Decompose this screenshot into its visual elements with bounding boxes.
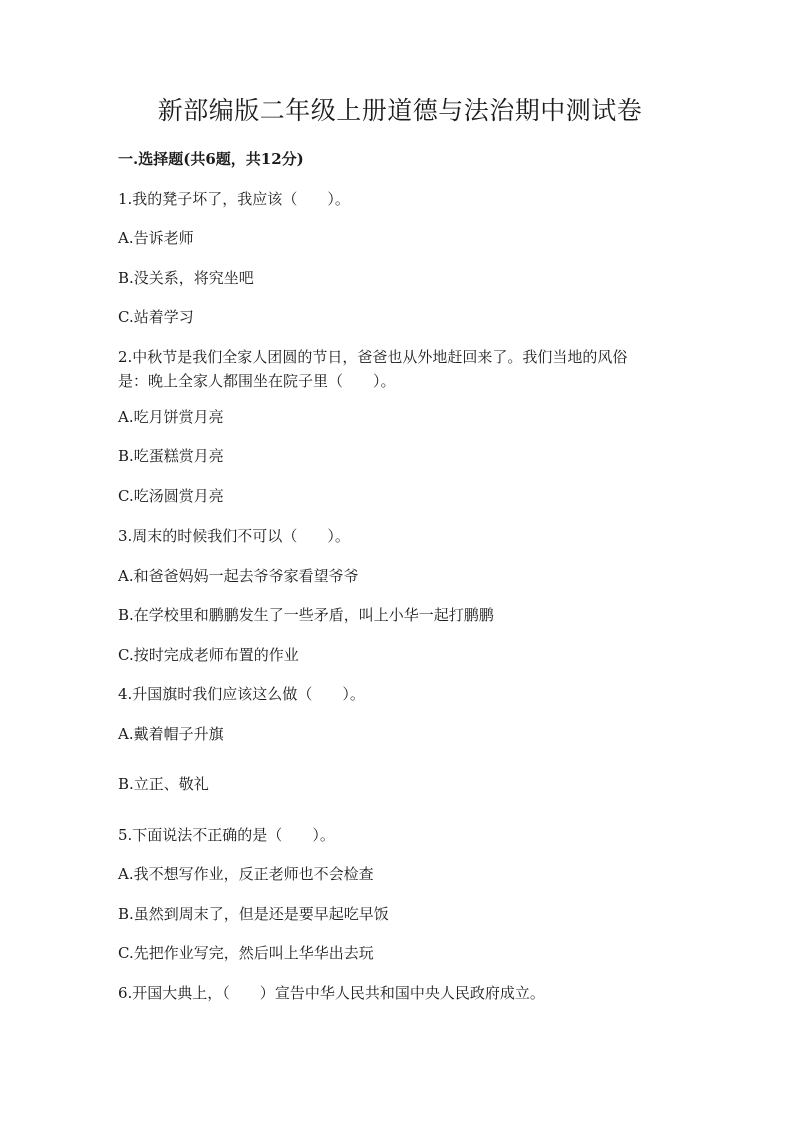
question-3-option-a: A.和爸爸妈妈一起去爷爷家看望爷爷 [118,567,359,585]
question-5-option-b: B.虽然到周末了，但是还是要早起吃早饭 [118,905,389,923]
question-1-stem: 1.我的凳子坏了，我应该（ ）。 [118,190,350,208]
question-6-stem: 6.开国大典上，（ ）宣告中华人民共和国中央人民政府成立。 [118,984,545,1002]
question-5-stem: 5.下面说法不正确的是（ ）。 [118,826,335,844]
question-3-stem: 3.周末的时候我们不可以（ ）。 [118,527,350,545]
question-4-stem: 4.升国旗时我们应该这么做（ ）。 [118,685,365,703]
question-3-option-c: C.按时完成老师布置的作业 [118,646,299,664]
question-4-option-a: A.戴着帽子升旗 [118,725,224,743]
question-2-option-b: B.吃蛋糕赏月亮 [118,447,224,465]
exam-title: 新部编版二年级上册道德与法治期中测试卷 [157,96,643,125]
question-1-option-b: B.没关系，将究坐吧 [118,269,254,287]
question-2-stem-line-2: 是：晚上全家人都围坐在院子里（ ）。 [118,372,396,390]
question-4-option-b: B.立正、敬礼 [118,775,209,793]
question-2-stem-line-1: 2.中秋节是我们全家人团圆的节日，爸爸也从外地赶回来了。我们当地的风俗 [118,348,628,366]
question-2-option-c: C.吃汤圆赏月亮 [118,487,224,505]
question-2-stem [118,345,698,393]
question-3-option-b: B.在学校里和鹏鹏发生了一些矛盾，叫上小华一起打鹏鹏 [118,606,494,624]
question-1-option-c: C.站着学习 [118,308,194,326]
question-5-option-c: C.先把作业写完，然后叫上华华出去玩 [118,944,374,962]
question-2-option-a: A.吃月饼赏月亮 [118,408,224,426]
section-heading: 一.选择题(共6题，共12分) [118,150,304,168]
question-5-option-a: A.我不想写作业，反正老师也不会检查 [118,865,374,883]
question-1-option-a: A.告诉老师 [118,229,194,247]
